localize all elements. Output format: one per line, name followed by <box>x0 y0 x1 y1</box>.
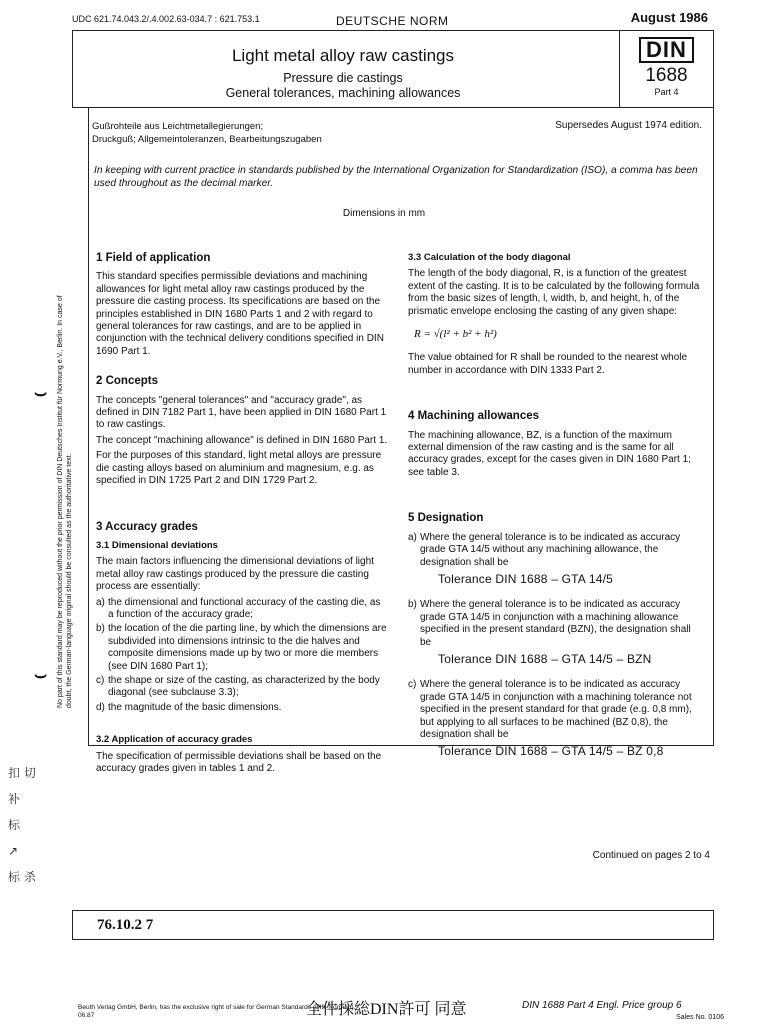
deutsche-norm-label: DEUTSCHE NORM <box>336 14 449 28</box>
hole-punch-mark: ⌣ <box>34 382 48 404</box>
list-item: b) the location of the die parting line, by which the dimensions are subdivided into dimensions intrinsic to the die halves and composite dimensions made up by two or more die members (see DIN 1680 Part 1); <box>96 623 387 672</box>
document-title: Light metal alloy raw castings <box>231 46 455 65</box>
right-column <box>408 252 700 772</box>
din-part: Part 4 <box>654 87 679 97</box>
section-3-1-heading: 3.1 Dimensional deviations <box>96 539 218 551</box>
din-number: 1688 <box>645 65 688 86</box>
document-subtitle: Pressure die castings <box>283 71 403 85</box>
section-2-paragraph-1: The concepts "general tolerances" and "accuracy grade", as defined in DIN 7182 Part 1, have been applied in DIN 1680 Part 1 to raw castings. <box>96 394 387 431</box>
section-2-paragraph-2: The concept "machining allowance" is defined in DIN 1680 Part 1. <box>96 434 388 446</box>
section-4-text: The machining allowance, BZ, is a function of the maximum external dimension of the raw casting and is the same for all accuracy grades, except for the cases given in DIN 1680 Part 1; see table 3. <box>408 429 691 478</box>
section-3-2-heading: 3.2 Application of accuracy grades <box>96 734 253 746</box>
section-5-heading: 5 Designation <box>408 512 484 525</box>
document-reference: DIN 1688 Part 4 Engl. Price group 6 <box>522 1000 682 1011</box>
left-column <box>96 252 388 778</box>
bottom-stamp-box <box>72 910 714 940</box>
list-item: c) the shape or size of the casting, as characterized by the body diagonal (see subclause 3.3); <box>96 674 380 699</box>
hole-punch-mark: ⌣ <box>34 664 48 686</box>
list-item: a) the dimensional and functional accuracy of the casting die, as a function of the accuracy grade; <box>96 596 381 620</box>
supersedes-note: Supersedes August 1974 edition. <box>555 120 702 131</box>
section-1-heading: 1 Field of application <box>96 252 211 264</box>
german-title-line2: Druckguß; Allgemeintoleranzen, Bearbeitungszugaben <box>92 134 322 145</box>
dimensions-note: Dimensions in mm <box>342 208 426 219</box>
section-2-paragraph-3: For the purposes of this standard, light metal alloys are pressure die casting alloys based on aluminium and magnesium, e.g. as specified in DIN 1725 Part 2 and DIN 1729 Part 2. <box>96 450 382 487</box>
decimal-marker-note: In keeping with current practice in standards published by the International Organization for Standardization (ISO), a comma has been used throughout as the decimal marker. <box>94 165 698 189</box>
continued-note: Continued on pages 2 to 4 <box>592 850 710 861</box>
section-3-2-text: The specification of permissible deviations shall be based on the accuracy grades given in tables 1 and 2. <box>96 750 382 774</box>
approval-stamp: 全件採総DIN許可 同意 <box>306 1001 467 1018</box>
designation-item-b: b) Where the general tolerance is to be indicated as accuracy grade GTA 14/5 in conjunction with a machining allowance specified in the present standard (BZN), the designation shall be <box>408 599 691 648</box>
section-2-heading: 2 Concepts <box>96 375 158 388</box>
designation-item-a: a) Where the general tolerance is to be indicated as accuracy grade GTA 14/5 without any machining allowance, the designation shall be <box>408 531 681 568</box>
document-subtitle-2: General tolerances, machining allowances <box>225 86 461 100</box>
sales-number: Sales No. 0106 <box>676 1014 724 1021</box>
issue-date: August 1986 <box>630 10 708 25</box>
section-3-3-text: The length of the body diagonal, R, is a function of the greatest extent of the casting. It is to be calculated by the following formula from the basic sizes of length, l, width, b, and height, h, of the prismatic envelope enclosing the casting of any given shape: <box>408 268 700 317</box>
udc-number: UDC 621.74.043.2/.4.002.63-034.7 : 621.753.1 <box>72 14 260 24</box>
section-3-heading: 3 Accuracy grades <box>96 520 198 533</box>
designation-example-c: Tolerance DIN 1688 – GTA 14/5 – BZ 0,8 <box>438 744 664 759</box>
german-title-line1: Gußrohteile aus Leichtmetallegierungen; <box>92 121 264 132</box>
handwritten-number: 76.10.2 7 <box>97 917 154 933</box>
list-item: d) the magnitude of the basic dimensions. <box>96 701 282 713</box>
designation-item-c: c) Where the general tolerance is to be indicated as accuracy grade GTA 14/5 in conjunction with a machining tolerance not specified in the present standard for that grade (e.g. 0,8 mm), but applying to all surfaces to be machined (BZ 0,8), the designation shall be <box>408 679 692 740</box>
german-title <box>92 120 322 146</box>
section-3-3-heading: 3.3 Calculation of the body diagonal <box>408 252 571 263</box>
din-logo: DIN <box>639 37 694 63</box>
section-1-text: This standard specifies permissible deviations and machining allowances for light metal alloy raw castings produced by the pressure die casting process. Its specifications are based on the principles established in DIN 1680 Parts 1 and 2 with regard to general tolerances for raw castings, and are to be applied in conjunction with the technical delivery conditions specified in DIN 1690 Part 1. <box>96 271 384 357</box>
section-4-heading: 4 Machining allowances <box>408 410 540 423</box>
section-3-1-text: The main factors influencing the dimensional deviations of light metal alloy raw castings produced by the pressure die casting process are essentially: <box>96 556 374 593</box>
handwritten-marks: 扣 切 补 标 ↗ 标 杀 <box>8 766 36 884</box>
designation-example-b: Tolerance DIN 1688 – GTA 14/5 – BZN <box>438 651 652 666</box>
body-diagonal-formula: R = √(l² + b² + h²) <box>414 328 497 341</box>
publisher-note: Beuth Verlag GmbH, Berlin, has the exclusive right of sale for German Standards (DIN-Normen). 06.87 <box>78 1004 356 1019</box>
title-block <box>72 30 714 108</box>
copyright-side-note: No part of this standard may be reproduced without the prior permission of DIN Deutsches Institut für Normung e.V., Berlin. In case of doubt, the German-language original should be consulted as the authoritative text. <box>57 295 73 708</box>
din-number-block <box>619 31 713 107</box>
section-3-3-rounding: The value obtained for R shall be rounded to the nearest whole number in accordance with DIN 1333 Part 2. <box>408 352 688 376</box>
designation-example-a: Tolerance DIN 1688 – GTA 14/5 <box>438 571 614 586</box>
